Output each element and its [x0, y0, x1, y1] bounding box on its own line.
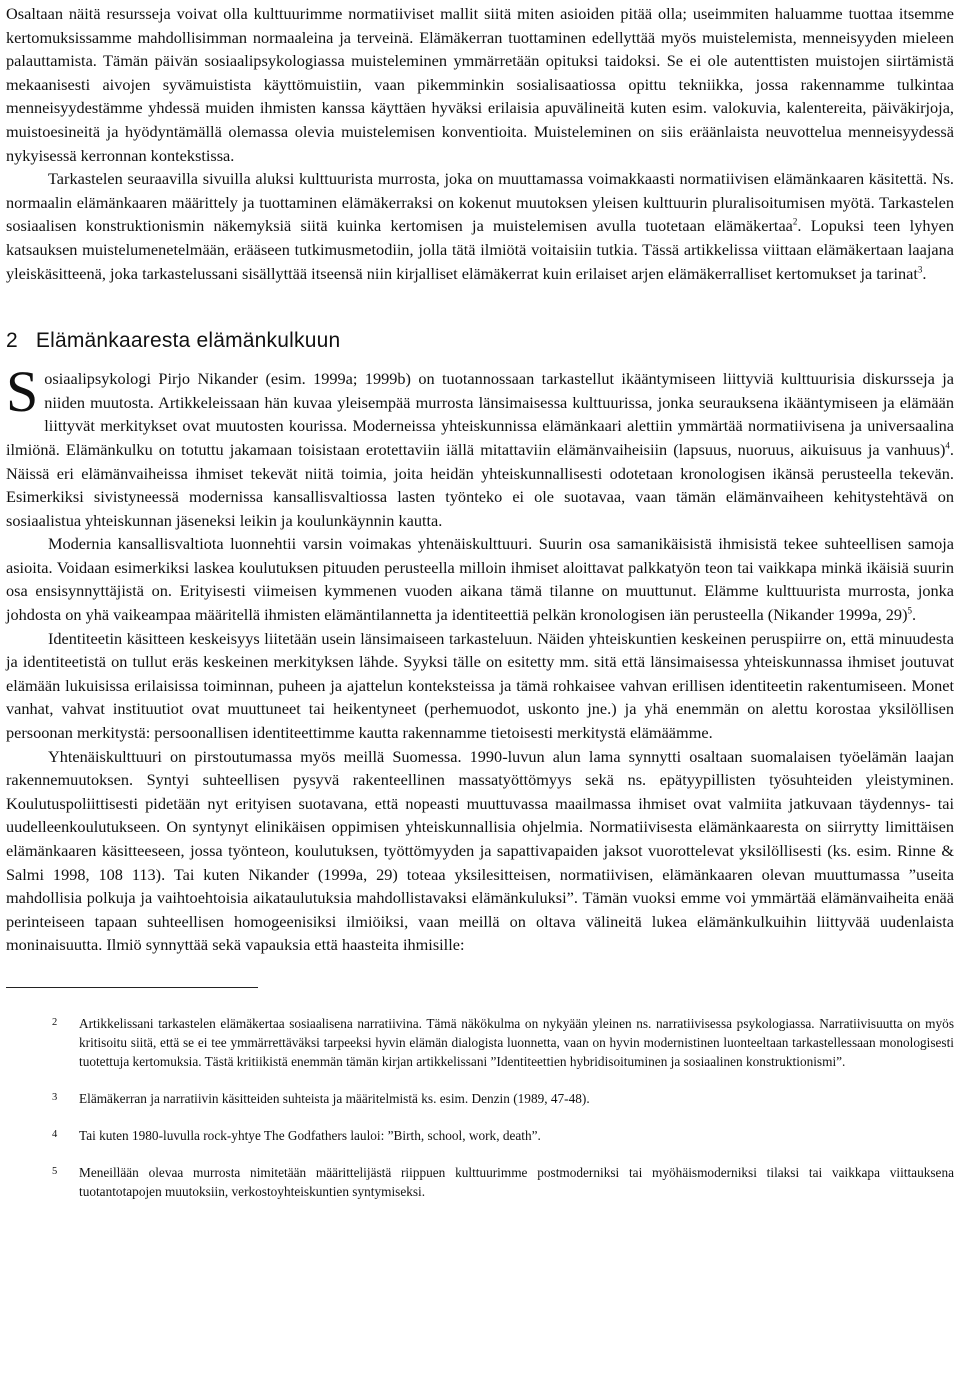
footnote-5 [6, 1163, 954, 1201]
intro-paragraph-1: Osaltaan näitä resursseja voivat olla kulttuurimme normatiiviset mallit siitä miten asioiden pitää olla; useimmiten haluamme tuottaa itsemme kertomuksissamme mahdollisimman normaaleina ja terveinä. Elämäkerran tuottaminen edellyttää myös muistelemista, menneisyyden mieleen palauttamista. Tämän päivän sosiaalipsykologiassa muisteleminen ymmärretään opituksi taidoksi. Se ei ole autenttisten muistojen siirtämistä mekaanisesti aivojen syvämuistista käyttömuistiin, vaan pikemminkin sosialisaatiossa opittu tekniikka, jossa rakennamme tulkintaa menneisyydestämme yhdessä muiden ihmisten kanssa käyttäen hyväksi erilaisia apuvälineitä kuten esim. valokuvia, kalentereita, päiväkirjoja, muistoesineitä ja hyödyntämällä olemassa olevia muistelemisen konventioita. Muisteleminen on siis eräänlaista neuvottelua menneisyydessä nykyisessä kerronnan kontekstissa. [6, 4, 954, 165]
section-paragraph-2-text-b: . [912, 605, 917, 625]
section-paragraph-1 [6, 359, 954, 532]
section-paragraph-2-text-a: Modernia kansallisvaltiota luonnehtii varsin voimakas yhtenäiskulttuuri. Suurin osa samanikäisistä ihmisistä tekee suhteellisen samoja asioita. Voidaan esimerkiksi laskea koulutuksen pituuden perusteella milloin ihmiset aloittavat palkkatyön teon tai vaikkapa minkä ikäisiä suurin osa ensisynnyttäjistä on. Erityisesti viimeisen kymmenen vuoden aikana tämä tilanne on muuttunut. Elämme kulttuurista murrosta, jonka johdosta on yhä vaikeampaa määritellä ihmisten elämäntilannetta ja identiteettiä pelkän kronologisen iän perusteella (Nikander 1999a, 29) [6, 534, 954, 625]
footnote-ref-4[interactable]: 4 [945, 440, 950, 451]
footnote-ref-2[interactable]: 2 [792, 216, 798, 227]
intro-paragraph-2 [6, 167, 954, 285]
footnote-text: Meneillään olevaa murrosta nimitetään määrittelijästä riippuen kulttuurimme postmoderniksi tai myöhäismoderniksi tilaksi tai vaikkapa viittauksena tuotantotapojen muutoksiin, verkostoyhteiskuntien syntymiseksi. [79, 1164, 954, 1199]
footnote-number: 2 [52, 1016, 58, 1028]
footnote-text: Tai kuten 1980-luvulla rock-yhtye The Godfathers lauloi: ”Birth, school, work, death”. [79, 1127, 541, 1143]
intro-paragraph-2-text-a: Tarkastelen seuraavilla sivuilla aluksi kulttuurista murrosta, joka on muuttamassa voimakkaasti normatiivisen elämänkaaren käsitettä. Ns. normaalin elämänkaaren määrittely ja tuottaminen elämäkerraksi on kokenut muutoksen yleisen kulttuurin pluralisoitumisen myötä. Tarkastelen sosiaalisen konstruktionismin näkemyksiä siitä kuinka kertomisen ja muistelemisen avulla tuotetaan elämäkertaa [6, 169, 954, 236]
footnote-ref-3[interactable]: 3 [917, 264, 923, 275]
footnotes [6, 1014, 954, 1201]
section-title: Elämänkaaresta elämänkulkuun [35, 329, 341, 353]
section-paragraph-1-text-b: . Näissä eri elämänvaiheissa ihmiset tekevät niitä toimia, joita heidän yhteiskunnallisesti odotetaan kronologisen ikänsä perusteella tekevän. Esimerkiksi sivistyneessä modernissa kansallisvaltiossa lasten työnteko ei ole suotavaa, vaan tämän elämänvaiheen kehitystehtävä on sosiaalistua yhteiskunnan jäseneksi leikin ja koulunkäynnin kautta. [6, 439, 954, 530]
section-paragraph-2 [6, 532, 954, 626]
footnote-3 [6, 1089, 954, 1108]
section-heading [6, 329, 954, 353]
footnote-text: Elämäkerran ja narratiivin käsitteiden suhteista ja määritelmistä ks. esim. Denzin (1989, 47-48). [79, 1090, 590, 1106]
intro-paragraph-2-text-b: . Lopuksi teen lyhyen katsauksen muistelumenetelmään, erääseen tutkimusmetodiin, jolla tätä ilmiötä voitaisiin tutkia. Tässä artikkelissa viittaan elämäkertaan laajana yleiskäsitteenä, joka tarkastelussani sisällyttää itseensä niin kirjalliset elämäkerrat kuin erilaiset arjen elämäkerralliset kertomukset ja tarinat [6, 216, 954, 283]
footnote-number: 4 [52, 1128, 58, 1140]
footnote-divider [6, 987, 258, 988]
footnote-ref-5[interactable]: 5 [907, 605, 912, 616]
document-page [6, 0, 954, 1219]
footnote-2 [6, 1014, 954, 1071]
section-number: 2 [6, 329, 18, 353]
footnote-text: Artikkelissani tarkastelen elämäkertaa sosiaalisena narratiivina. Tämä näkökulma on nykyään yleinen ns. narratiivisessa psykologiassa. Narratiivisuutta on myös kritisoitu siitä, että se ei tee ymmärrettäväksi tarpeeksi hyvin elämän dialogista luonnetta, vaan on hyvin modernistinen luonteeltaan tarkastellessaan monologisesti tuotettuja kertomuksia. Tästä kritiikistä enemmän tämän kirjan artikkelissani ”Identiteettien hybridisoituminen ja sosiaalinen konstruktionismi”. [79, 1015, 954, 1069]
footnote-number: 5 [52, 1165, 58, 1177]
intro-section [6, 0, 954, 285]
section-paragraph-1-text-a: osiaalipsykologi Pirjo Nikander (esim. 1999a; 1999b) on tuotannossaan tarkastellut ikääntymiseen liittyviä kulttuurisia diskursseja ja niiden muutosta. Artikkeleissaan hän kuvaa yleisempää murrosta länsimaisessa kulttuurissa, jonka seurauksena ikääntymiseen ja elämään liittyvät merkitykset ovat muutosten kourissa. Moderneissa yhteiskunnissa elämänkaari alettiin ymmärtää normatiivisena ja universaalina ilmiönä. Elämänkulku on totuttu jakamaan toisistaan erotettaviin iällä mitattaviin elämänvaiheisiin (lapsuus, nuoruus, aikuisuus ja vanhuus) [6, 369, 954, 459]
section-paragraph-4: Yhtenäiskulttuuri on pirstoutumassa myös meillä Suomessa. 1990-luvun alun lama synnytti osaltaan suomalaisen työelämän laajan rakennemuutoksen. Syntyi suhteellisen pysyvä rakenteellinen massatyöttömyys sekä ns. epätyypillisten työsuhteiden yleistyminen. Koulutuspoliittisesti pidetään nyt erityisen suotavana, että nopeasti muuttuvassa maailmassa ihmiset ovat valmiita jatkuvaan täydennys- tai uudelleenkoulutukseen. On syntynyt elinikäisen oppimisen yhteiskunnallisia ohjelmia. Normatiivisesta elämänkaaresta on siirrytty limittäisen elämänkaaren käsitteeseen, jossa työnteon, koulutuksen, työttömyyden ja sapattivapaiden jaksot vuorottelevat yksilöllisesti (ks. esim. Rinne & Salmi 1998, 108 113). Tai kuten Nikander (1999a, 29) toteaa yksilesitteisen, normatiivisen, elämänkaaren olevan muuttumassa ”useita mahdollisia polkuja ja vaihtoehtoisia aikataulutuksia mahdollistavaksi elämänkuluksi”. Tämän vuoksi emme voi ymmärtää elämänvaiheita enää perinteiseen tapaan suhteellisen homogeenisiksi ilmiöiksi, vaan meillä on oltava välineitä lukea elämänkulkuihin liittyvää uudenlaista moninaisuutta. Ilmiö synnyttää sekä vapauksia että haasteita ihmisille: [6, 746, 954, 955]
section-paragraph-3: Identiteetin käsitteen keskeisyys liitetään usein länsimaiseen tarkasteluun. Näiden yhteiskuntien keskeinen peruspiirre on, että minuudesta ja identiteetistä on tullut eräs keskeinen merkityksen lähde. Syyksi tälle on esitetty mm. sitä että länsimaisessa yhteiskunnassa ihmiset joutuvat elämään lukuisissa erilaisissa toiminnan, puheen ja ajattelun konteksteissa ja tämä rohkaisee vahvan erillisen identiteetin rakentumiseen. Monet vanhat, vahvat instituutiot ovat muuttuneet tai heikentyneet (perhemuodot, uskonto jne.) ja yhä enemmän on alettu korostaa yksilöllisen persoonan merkitystä: persoonallisen identiteettimme kautta rakennamme tietoisesti merkitystä elämäämme. [6, 628, 954, 743]
footnote-4 [6, 1126, 954, 1145]
intro-paragraph-2-text-c: . [922, 263, 927, 283]
footnote-number: 3 [52, 1091, 58, 1103]
drop-cap: S [6, 359, 39, 425]
